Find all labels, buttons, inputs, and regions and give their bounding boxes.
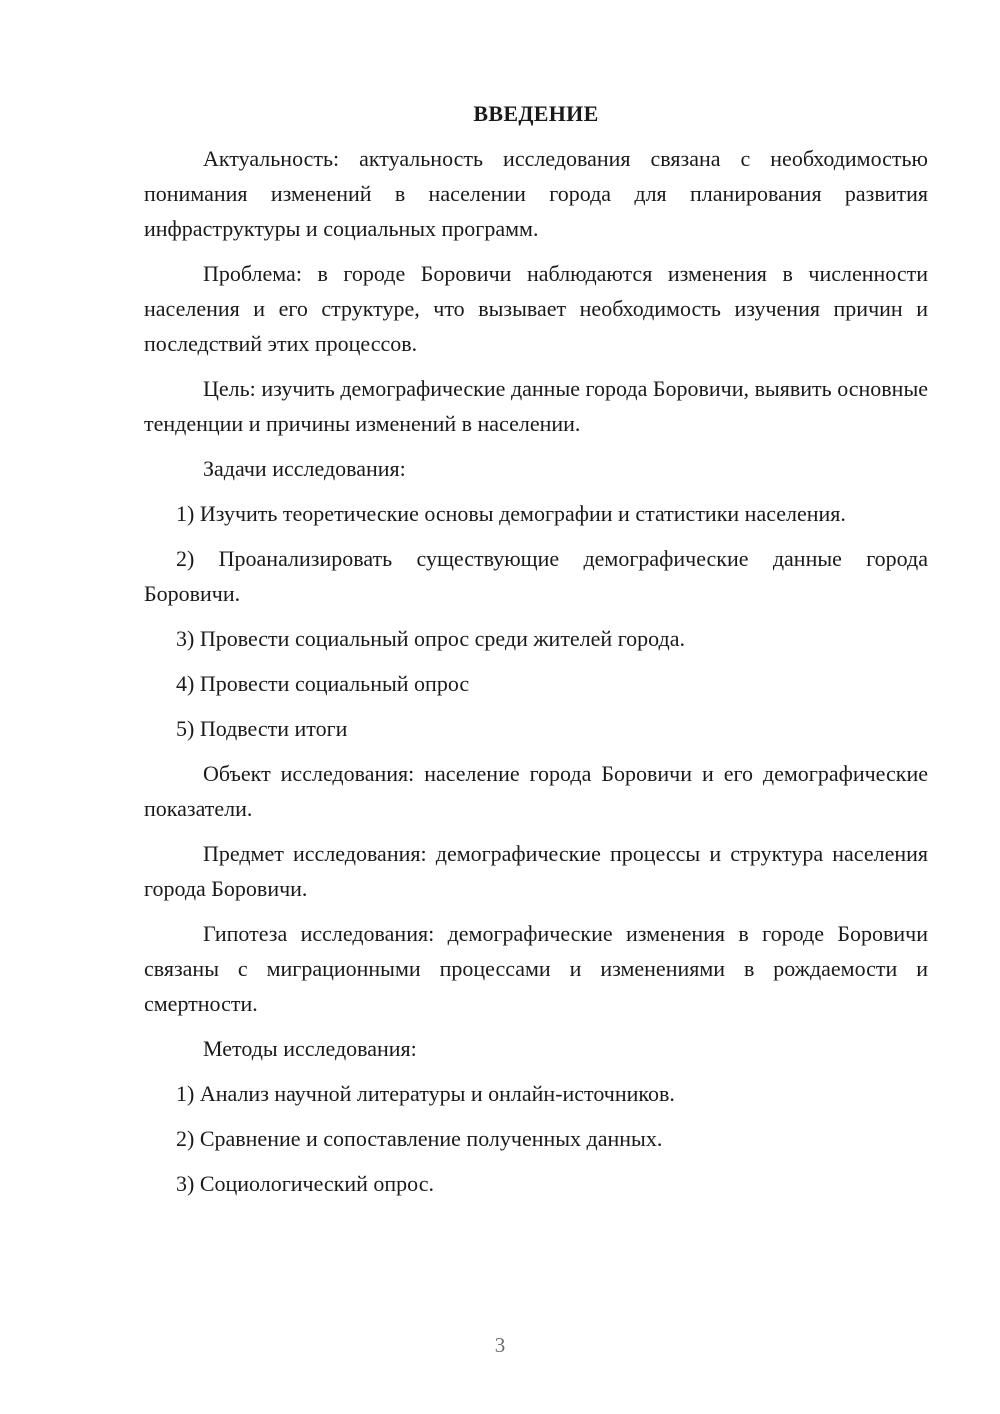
page-number: 3 bbox=[494, 1333, 506, 1357]
method-item-2: 2) Сравнение и сопоставление полученных данных. bbox=[176, 1126, 663, 1151]
goal-paragraph: Цель: изучить демографические данные города Боровичи, выявить основные тенденции и причины изменений в населении. bbox=[144, 376, 928, 436]
method-item-3: 3) Социологический опрос. bbox=[176, 1171, 434, 1196]
page-title: ВВЕДЕНИЕ bbox=[473, 101, 599, 126]
subject-paragraph: Предмет исследования: демографические процессы и структура населения города Боровичи. bbox=[144, 841, 928, 901]
relevance-paragraph: Актуальность: актуальность исследования связана с необходимостью понимания изменений в населении города для планирования развития инфраструктуры и социальных программ. bbox=[144, 146, 928, 241]
hypothesis-paragraph: Гипотеза исследования: демографические изменения в городе Боровичи связаны с миграционными процессами и изменениями в рождаемости и смертности. bbox=[144, 921, 928, 1016]
task-item-3: 3) Провести социальный опрос среди жителей города. bbox=[176, 626, 686, 651]
task-item-2: 2) Проанализировать существующие демографические данные города Боровичи. bbox=[144, 546, 928, 606]
tasks-label: Задачи исследования: bbox=[203, 456, 406, 481]
object-paragraph: Объект исследования: население города Боровичи и его демографические показатели. bbox=[144, 761, 928, 821]
methods-label: Методы исследования: bbox=[203, 1036, 417, 1061]
task-item-1: 1) Изучить теоретические основы демографии и статистики населения. bbox=[176, 501, 846, 526]
problem-paragraph: Проблема: в городе Боровичи наблюдаются изменения в численности населения и его структуре, что вызывает необходимость изучения причин и последствий этих процессов. bbox=[144, 261, 928, 356]
task-item-4: 4) Провести социальный опрос bbox=[176, 671, 470, 696]
method-item-1: 1) Анализ научной литературы и онлайн-источников. bbox=[176, 1081, 675, 1106]
task-item-5: 5) Подвести итоги bbox=[176, 716, 348, 741]
document-body bbox=[144, 96, 928, 1211]
